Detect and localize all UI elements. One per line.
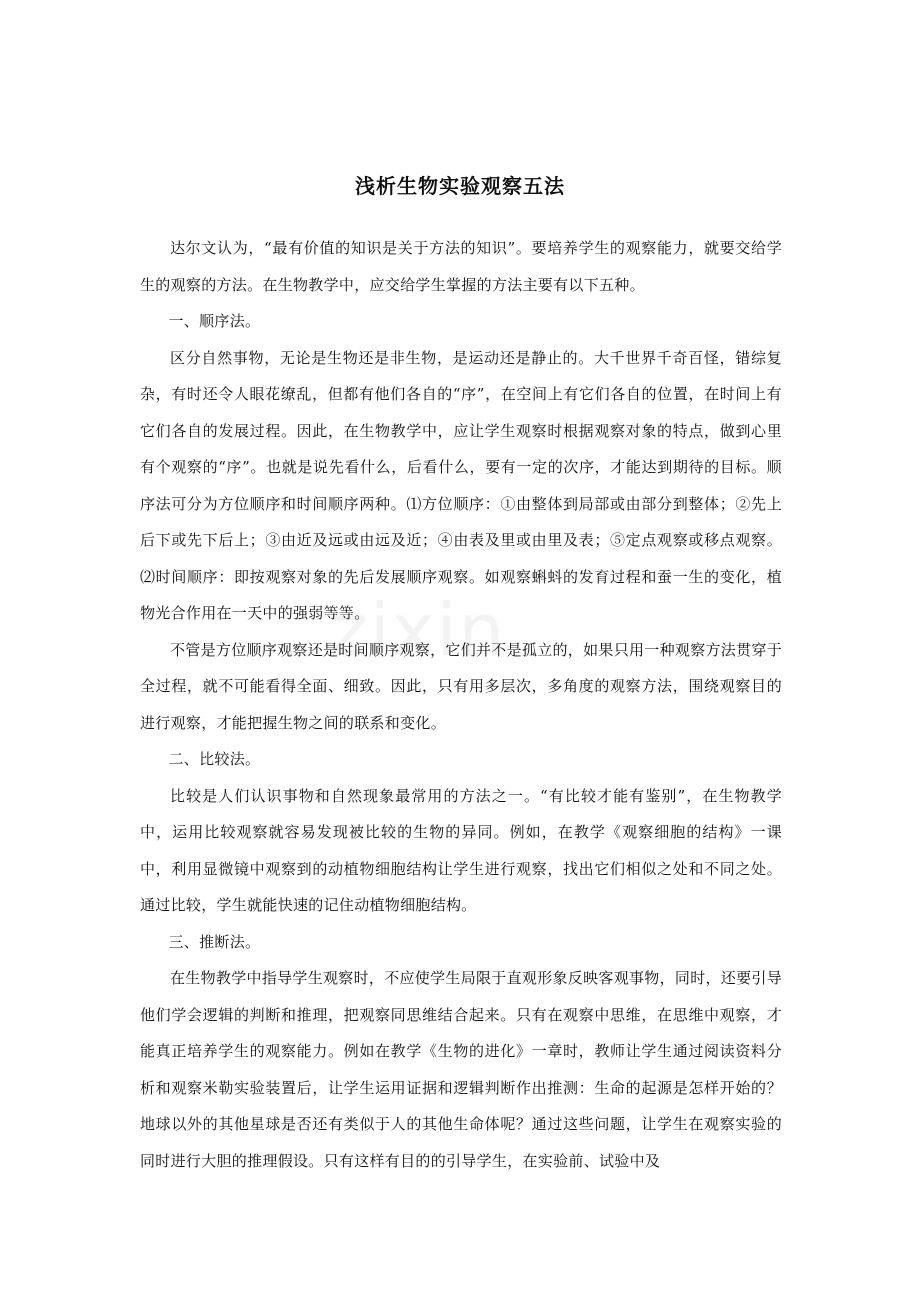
- order-paragraph-2: 不管是方位顺序观察还是时间顺序观察，它们并不是孤立的，如果只用一种观察方法贯穿于全过程，就不可能看得全面、细致。因此，只有用多层次，多角度的观察方法，围绕观察目的进行观察，才能把握生物之间的联系和变化。: [140, 640, 783, 732]
- order-paragraph-1: 区分自然事物，无论是生物还是非生物，是运动还是静止的。大千世界千奇百怪，错综复杂，有时还令人眼花缭乱，但都有他们各自的“序”，在空间上有它们各自的位置，在时间上有它们各自的发展过程。因此，在生物教学中，应让学生观察时根据观察对象的特点，做到心里有个观察的“序”。也就是说先看什么，后看什么，要有一定的次序，才能达到期待的目标。顺序法可分为方位顺序和时间顺序两种。⑴方位顺序：①由整体到局部或由部分到整体；②先上后下或先下后上；③由近及远或由远及近；④由表及里或由里及表；⑤定点观察或移点观察。⑵时间顺序：即按观察对象的先后发展顺序观察。如观察蝌蚪的发育过程和蚕一生的变化，植物光合作用在一天中的强弱等等。: [140, 348, 782, 622]
- section-heading-order: 一、顺序法。: [168, 312, 261, 330]
- intro-paragraph: 达尔文认为，“最有价值的知识是关于方法的知识”。要培养学生的观察能力，就要交给学生的观察的方法。在生物教学中，应交给学生掌握的方法主要有以下五种。: [140, 239, 782, 294]
- infer-paragraph: 在生物教学中指导学生观察时，不应使学生局限于直观形象反映客观事物，同时，还要引导他们学会逻辑的判断和推理，把观察同思维结合起来。只有在观察中思维，在思维中观察，才能真正培养学生的观察能力。例如在教学《生物的进化》一章时，教师让学生通过阅读资料分析和观察米勒实验装置后，让学生运用证据和逻辑判断作出推测：生命的起源是怎样开始的？地球以外的其他星球是否还有类似于人的其他生命体呢？通过这些问题，让学生在观察实验的同时进行大胆的推理假设。只有这样有目的的引导学生，在实验前、试验中及: [140, 969, 783, 1170]
- document-body: [140, 230, 782, 1179]
- compare-paragraph: 比较是人们认识事物和自然现象最常用的方法之一。“有比较才能有鉴别”，在生物教学中，运用比较观察就容易发现被比较的生物的异同。例如，在教学《观察细胞的结构》一课中，利用显微镜中观察到的动植物细胞结构让学生进行观察，找出它们相似之处和不同之处。通过比较，学生就能快速的记住动植物细胞结构。: [140, 786, 782, 914]
- section-heading-infer: 三、推断法。: [168, 932, 261, 951]
- document-title: 浅析生物实验观察五法: [355, 174, 565, 198]
- section-heading-compare: 二、比较法。: [168, 750, 261, 768]
